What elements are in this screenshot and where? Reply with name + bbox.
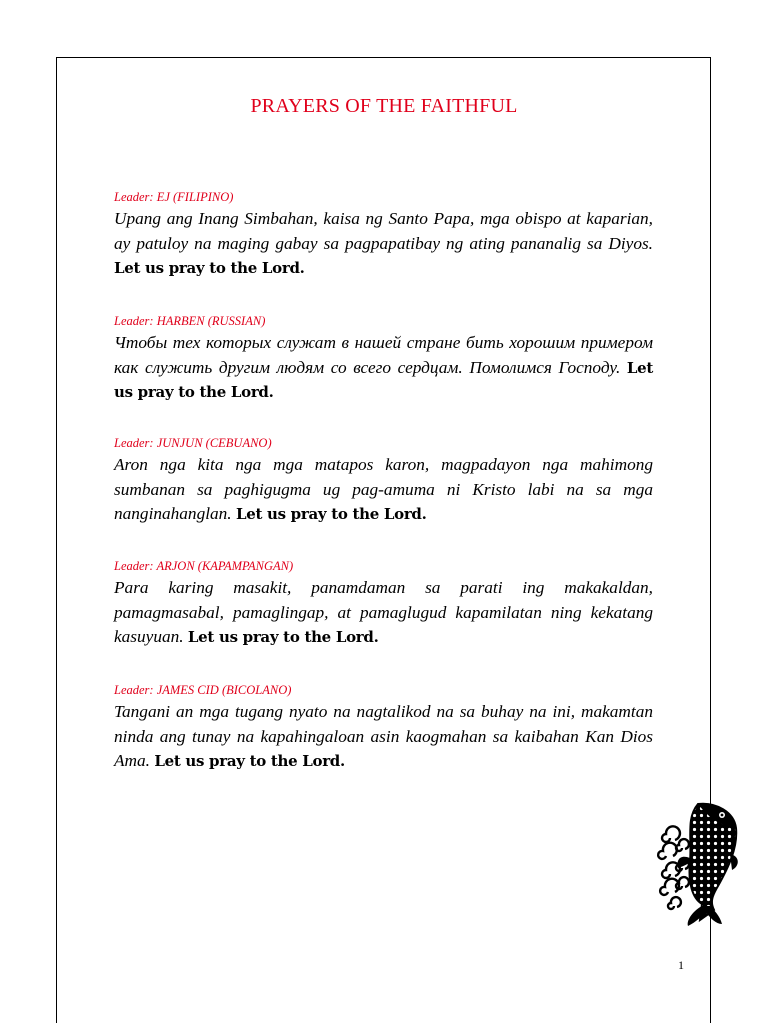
prayer-block-3 [114,435,653,527]
prayer-block-1 [114,189,653,281]
prayer-petition: Aron nga kita nga mga matapos karon, magpadayon nga mahimong sumbanan sa paghigugma ug pag-amuma ni Kristo labi na sa mga nanginahanglan. [114,455,653,523]
leader-label: Leader: HARBEN (RUSSIAN) [114,314,266,328]
prayer-petition: Чтобы тех которых служат в нашей стране бить хорошим примером как служить другим людям со всего сердцам. Помолимся Господу. [114,333,653,377]
leader-label: Leader: EJ (FILIPINO) [114,190,234,204]
prayer-text [114,331,653,405]
page-number: 1 [678,958,684,972]
prayer-response: Let us pray to the Lord. [114,358,653,401]
prayer-block-2 [114,313,653,405]
prayer-response: Let us pray to the Lord. [187,628,379,646]
prayer-response: Let us pray to the Lord. [114,259,305,277]
prayer-response: Let us pray to the Lord. [235,505,427,523]
page-title: PRAYERS OF THE FAITHFUL [250,95,518,117]
prayer-petition: Para karing masakit, panamdaman sa parati ing makakaldan, pamagmasabal, pamaglingap, at pamaglugud kapamilatan ning kekatang kasuyuan. [114,578,653,646]
prayer-petition: Tangani an mga tugang nyato na nagtalikod na sa buhay na ini, makamtan ninda ang tunay na kapahingaloan asin kaogmahan sa kaibahan Kan Dios Ama. [114,702,653,770]
leader-label: Leader: JUNJUN (CEBUANO) [114,436,272,450]
fish-icon [656,798,740,928]
prayer-text [114,207,653,281]
prayer-text [114,576,653,650]
prayer-block-5 [114,682,653,774]
prayer-block-4 [114,558,653,650]
leader-label: Leader: ARJON (KAPAMPANGAN) [114,559,294,573]
prayer-text [114,453,653,527]
prayer-text [114,700,653,774]
leader-label: Leader: JAMES CID (BICOLANO) [114,683,292,697]
prayer-petition: Upang ang Inang Simbahan, kaisa ng Santo Papa, mga obispo at kaparian, ay patuloy na maging gabay sa pagpapatibay ng ating pananalig sa Diyos. [114,209,653,253]
prayer-response: Let us pray to the Lord. [154,752,345,770]
